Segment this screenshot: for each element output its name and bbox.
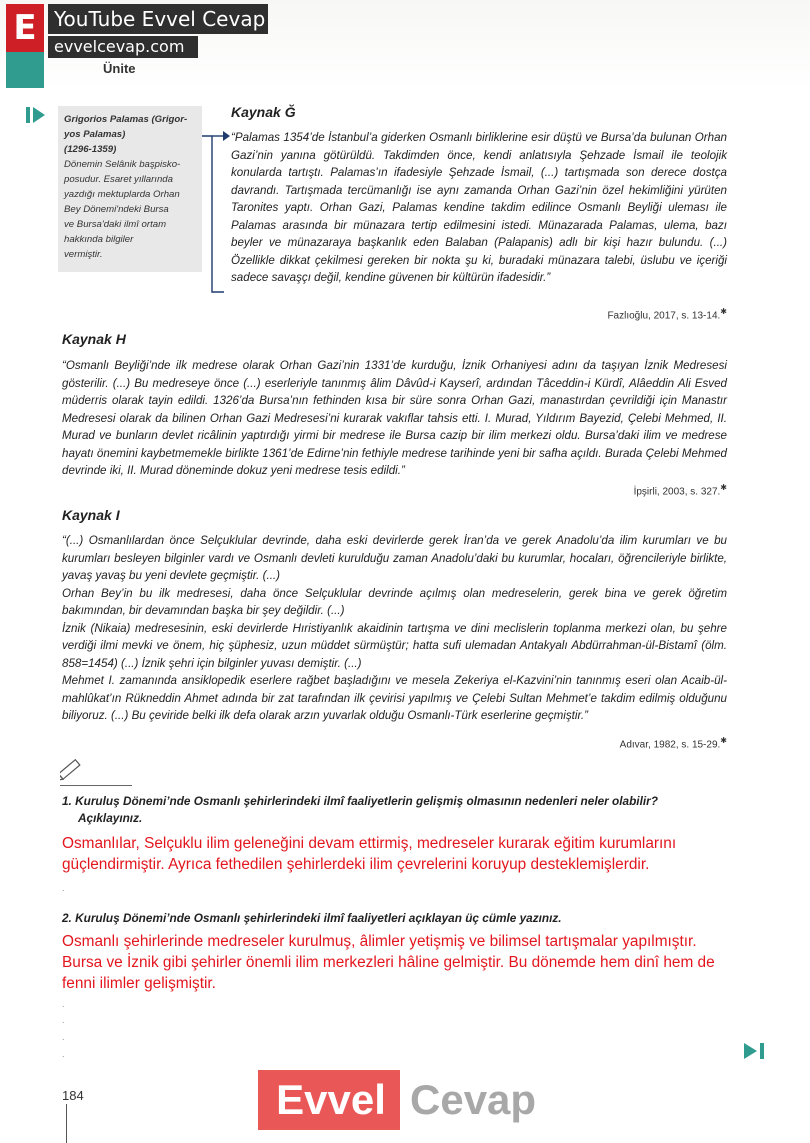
section-marker-icon	[26, 106, 46, 124]
side-info-lines	[64, 112, 196, 262]
source-g-citation	[607, 307, 727, 321]
pencil-icon	[60, 758, 132, 788]
writing-line-dot: .	[62, 884, 65, 893]
header-site[interactable]: evvelcevap.com	[54, 37, 185, 56]
question-1-line: Açıklayınız.	[78, 811, 143, 825]
side-info-line: vermiştir.	[64, 249, 103, 260]
source-i-paragraph: Orhan Bey’in bu ilk medresesi, daha önce Selçuklular devrinde açılmış olan medreselerin, gerek bina ve gerek öğretim bakımından, bir devamından başka bir şey değildir. (...)	[62, 586, 727, 617]
side-info-line: Dönemin Selânik başpisko-	[64, 159, 181, 170]
source-i-citation	[620, 736, 727, 750]
footnote-star-icon: ✱	[720, 307, 727, 316]
source-h-citation	[634, 483, 727, 497]
question-1-line: 1. Kuruluş Dönemi’nde Osmanlı şehirlerindeki ilmî faaliyetlerin gelişmiş olmasının nedenleri neler olabilir?	[62, 794, 658, 808]
side-info-line: yos Palamas)	[64, 129, 126, 140]
side-info-line: Bey Dönemi'ndeki Bursa	[64, 204, 169, 215]
side-info-line: yazdığı mektuplarda Orhan	[64, 189, 180, 200]
connector-arrow-icon	[202, 126, 230, 300]
source-i-text	[62, 532, 727, 725]
side-info-line: hakkında bilgiler	[64, 234, 134, 245]
side-info-line: posudur. Esaret yıllarında	[64, 174, 173, 185]
source-i-paragraph: “(...) Osmanlılardan önce Selçuklular devrinde, daha eski devirlerde gerek İran’da ve gerek Anadolu’da ilim kurumları ve bu kurumları besleyen bilginler vardı ve Osmanlı devleti kurulduğu zaman Anadolu’daki bu kurumlar, hocaları, öğrencileriyle birlikte, yavaş yavaş bu yeni devlete geçmiştir. (...)	[62, 534, 727, 582]
source-i-paragraph: Mehmet I. zamanında ansiklopedik eserlere rağbet başladığını ve mesela Zekeriya el-Kazvini’nin tanınmış eseri olan Acaib-ül-mahlûkat’ın Rükneddin Ahmet adında bir zat tarafından ilk çevirisi yapılmış ve Çelebi Sultan Mehmet’e takdim edilmiş olduğunu biliyoruz. (...) Bu çeviride belki ilk defa olarak arzın yuvarlak olduğu Osmanlı-Türk eserlerine geçmiştir.”	[62, 674, 727, 722]
logo-plant-icon	[6, 52, 44, 88]
source-g-paragraph: “Palamas 1354’de İstanbul’a giderken Osmanlı birliklerine esir düştü ve Bursa’da bulunan Orhan Gazi’nin yanına götürüldü. Takdimden önce, kendi anlatısıyla Şehzade İsmail ile teolojik konularda tartıştı. Palamas’ın ifadesiyle Şehzade İsmail, (...) tartışmada son derece dostça davrandı. Tartışmada tercümanlığı ise aynı zamanda Orhan Gazi’nin özel hekimliğini yürüten Taronites yaptı. Orhan Gazi, Palamas kendine takdim edilince Osmanlı Beyliği uleması ile Palamas arasında bir münazara tertip edilmesini istedi. Münazarada Palamas, ulema, bazı beyler ve münazaraya başkanlık eden Balaban (Palapanis) adlı bir kişi hazır bulundu. (...) Özellikle dikkat çekilmesi gereken bir nokta şu ki, buradaki münazara talebi, üslubu ve içeriği sadece savaşçı değil, kendine güvenen bir kültürün ifadesidir.”	[231, 131, 727, 284]
writing-line-dot: .	[62, 1033, 65, 1042]
footnote-star-icon: ✱	[720, 483, 727, 492]
source-g-citation-text: Fazlıoğlu, 2017, s. 13-14.	[607, 310, 721, 322]
footnote-star-icon: ✱	[720, 736, 727, 745]
source-i-paragraph: İznik (Nikaia) medresesinin, eski devirlerde Hıristiyanlık akaidinin tartışma ve dini meclislerin toplanma merkezi olan, bu şehre verdiği ilmi mevki ve önem, hiç şüphesiz, uzun müddet sürmüştür; hatta sufi ulemadan Antakyalı Abdürrahman-ül-Bistamî (ölm. 858=1454) (...) İznik şehri için bilginler yuvası demiştir. (...)	[62, 621, 727, 670]
source-h-paragraph: “Osmanlı Beyliği’nde ilk medrese olarak Orhan Gazi’nin 1331’de kurduğu, İznik Orhaniyesi adını da taşıyan İznik Medresesi gösterilir. (...) Bu medreseye önce (...) eserleriyle tanınmış âlim Dâvûd-i Kayserî, ardından Tâceddin-i Kürdî, Alâeddin Ali Esved müderris olarak tayin edildi. 1326’da Bursa’nın fethinden kısa bir süre sonra Orhan Gazi, manastırdan çevrildiği için Manastır Medresesi olarak da bilinen Orhan Gazi Medresesi’ni kurarak vakıflar tahsis etti. I. Murad, Yıldırım Bayezid, Çelebi Mehmed, II. Murad ve bunların devlet ricâlinin yaptırdığı yirmi bir medrese ile Bursa cazip bir ilim merkezi oldu. Bursa’daki ilim ve medrese hayatı önemini kaybetmemekle birlikte 1361’de Edirne’nin fethiyle medrese tarihinde yeni bir safha açıldı. Burada Çelebi Mehmed devrinde iki, II. Murad döneminde dokuz yeni medrese tesis edildi.”	[62, 359, 727, 477]
unit-label: Ünite	[103, 61, 136, 76]
answer-2: Osmanlı şehirlerinde medreseler kurulmuş, âlimler yetişmiş ve bilimsel tartışmalar yapılmıştır. Bursa ve İznik gibi şehirler önemli ilim merkezleri hâline gelmiştir. Bu dönemde hem dinî hem de fenni ilimler gelişmiştir.	[62, 933, 715, 992]
answer-1: Osmanlılar, Selçuklu ilim geleneğini devam ettirmiş, medreseler kurarak eğitim kurumlarını güçlendirmiştir. Ayrıca fethedilen şehirlerdeki ilim çevrelerini koruyup desteklemişlerdir.	[62, 835, 677, 873]
source-i-citation-text: Adıvar, 1982, s. 15-29.	[619, 739, 721, 751]
source-h-title: Kaynak H	[62, 331, 126, 347]
margin-rule	[66, 1104, 67, 1143]
brand-watermark-right: Cevap	[410, 1076, 537, 1123]
source-i-title: Kaynak I	[62, 507, 120, 523]
question-2: 2. Kuruluş Dönemi’nde Osmanlı şehirlerindeki ilmî faaliyetleri açıklayan üç cümle yazınız.	[62, 911, 562, 925]
question-1	[62, 793, 742, 827]
source-h-text	[62, 357, 727, 480]
writing-line-dot: .	[62, 1050, 65, 1059]
next-page-icon[interactable]	[742, 1042, 766, 1060]
header-title: YouTube Evvel Cevap	[54, 7, 266, 31]
writing-line-dot: .	[62, 1000, 65, 1009]
source-g-text	[231, 129, 727, 287]
brand-watermark-left: Evvel	[276, 1076, 386, 1123]
side-info-line: (1296-1359)	[64, 144, 117, 155]
writing-line-dot: .	[62, 1016, 65, 1025]
source-h-citation-text: İpşirli, 2003, s. 327.	[633, 486, 721, 498]
source-g-title: Kaynak Ğ	[231, 104, 296, 120]
side-info-line: ve Bursa'daki ilmî ortam	[64, 219, 167, 230]
side-info-box	[58, 106, 202, 272]
logo-letter: E	[13, 8, 37, 48]
page-number: 184	[62, 1088, 84, 1103]
side-info-line: Grigorios Palamas (Grigor-	[64, 114, 188, 125]
